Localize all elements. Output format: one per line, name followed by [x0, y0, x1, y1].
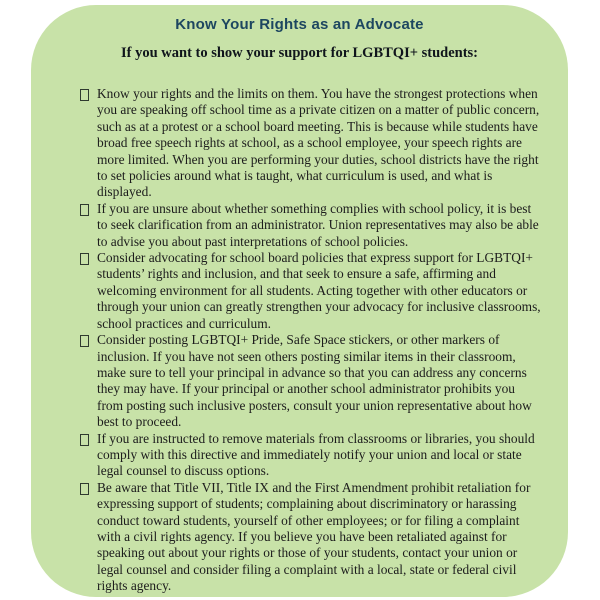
list-item: [80, 250, 544, 332]
list-item: [80, 332, 544, 430]
empty-checkbox-icon: [80, 335, 89, 347]
empty-checkbox-icon: [80, 253, 89, 265]
list-item: [80, 86, 544, 201]
card-title: Know Your Rights as an Advocate: [175, 16, 424, 33]
rights-card: [31, 5, 568, 597]
empty-checkbox-icon: [80, 89, 89, 101]
empty-checkbox-icon: [80, 434, 89, 446]
list-item-text: If you are instructed to remove materials from classrooms or libraries, you should comply with this directive and immediately notify your union and local or state legal counsel to discuss options.: [97, 430, 535, 479]
list-item-text: If you are unsure about whether something complies with school policy, it is best to seek clarification from an administrator. Union representatives may also be able to advise you about past interpretations of school policies.: [97, 200, 539, 249]
list-item-text: Be aware that Title VII, Title IX and the First Amendment prohibit retaliation for expressing support of students; complaining about discriminatory or harassing conduct toward students, yourself of other employees; or for filing a complaint with a civil rights agency. If you believe you have been retaliated against for speaking out about your rights or those of your students, contact your union or legal counsel and consider filing a complaint with a local, state or federal civil rights agency.: [97, 479, 531, 594]
list-item-text: Know your rights and the limits on them. You have the strongest protections when you are speaking off school time as a private citizen on a matter of public concern, such as at a protest or a school board meeting. This is because while students have broad free speech rights at school, as a school employee, your speech rights are more limited. When you are performing your duties, school districts have the right to set policies around what is taught, what curriculum is used, and what is displayed.: [97, 86, 540, 200]
list-item-text: Consider posting LGBTQI+ Pride, Safe Space stickers, or other markers of inclusion. If you have not seen others posting similar items in their classroom, make sure to tell your principal in advance so that you can address any concerns they may have. If your principal or another school administrator prohibits you from posting such inclusive posters, consult your union representative about how best to proceed.: [97, 332, 532, 430]
empty-checkbox-icon: [80, 204, 89, 216]
list-item-text: Consider advocating for school board policies that express support for LGBTQI+ students’ rights and inclusion, and that seek to ensure a safe, affirming and welcoming environment for all students. Acting together with other educators or through your union can greatly strengthen your advocacy for inclusive classrooms, school practices and curriculum.: [97, 250, 541, 331]
card-subtitle: If you want to show your support for LGBTQI+ students:: [121, 45, 478, 61]
empty-checkbox-icon: [80, 483, 89, 495]
bullet-list: [31, 86, 568, 595]
list-item: [80, 480, 544, 595]
list-item: [80, 201, 544, 250]
list-item: [80, 431, 544, 480]
